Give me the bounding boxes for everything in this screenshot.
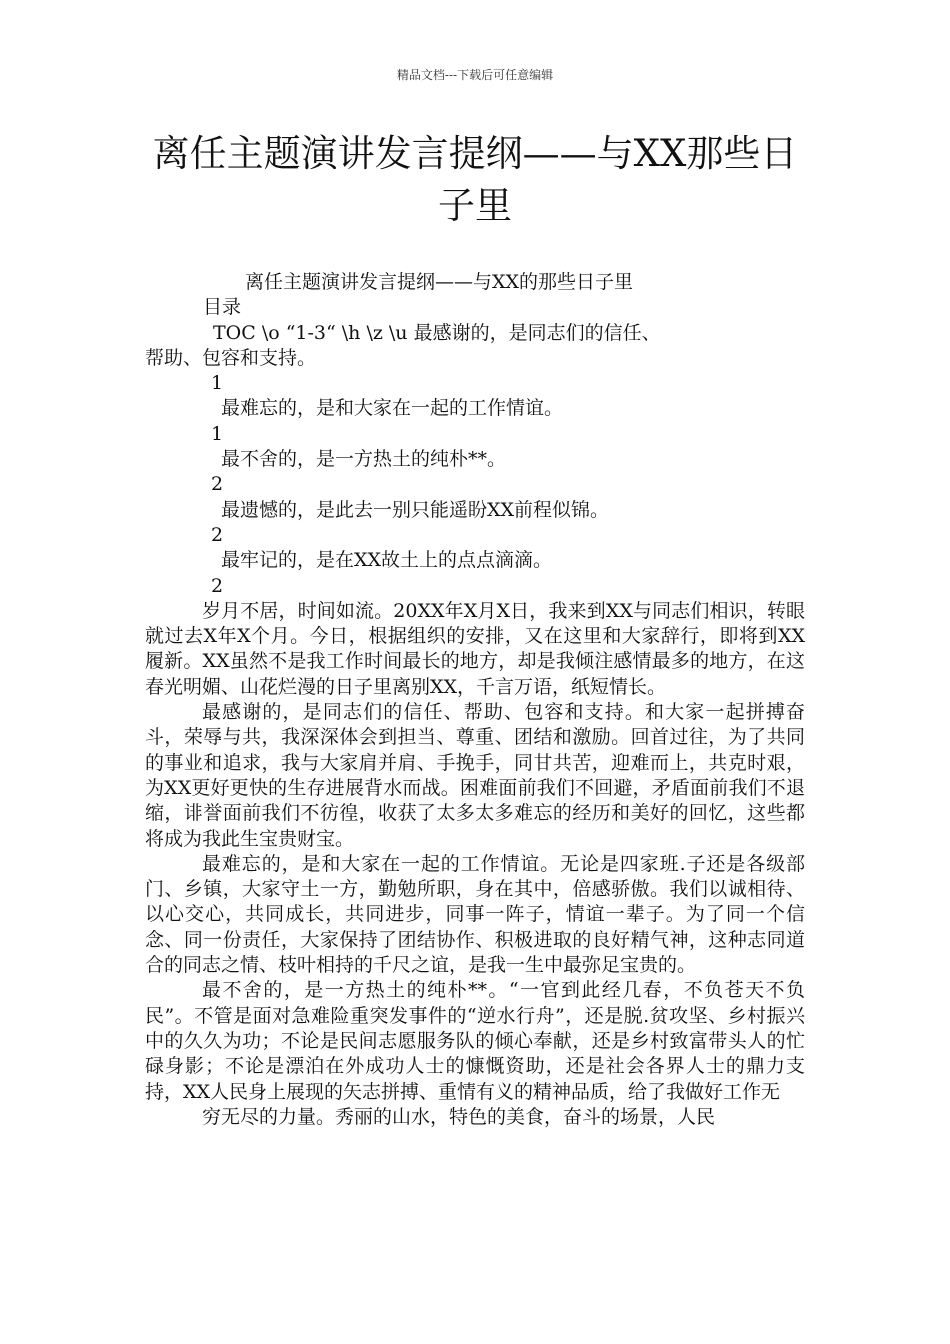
toc-item: 最遗憾的，是此去一别只能遥盼XX前程似锦。 (221, 498, 610, 521)
document-subtitle: 离任主题演讲发言提纲——与XX的那些日子里 (245, 271, 634, 293)
toc-page-number: 1 (211, 422, 224, 445)
toc-page-number: 2 (211, 473, 224, 496)
page-header-note: 精品文档---下载后可任意编辑 (396, 68, 554, 82)
toc-item: 最不舍的，是一方热土的纯朴**。 (221, 448, 507, 471)
document-title: 离任主题演讲发言提纲——与XX那些日子里 (152, 132, 798, 227)
toc-intro-line-1: TOC \o “1-3“ \h \z \u 最感谢的，是同志们的信任、 (213, 321, 661, 344)
toc-page-number: 2 (211, 574, 224, 597)
toc-page-number: 1 (211, 372, 224, 395)
toc-page-number: 2 (211, 523, 224, 546)
body-paragraph: 岁月不居，时间如流。20XX年X月X日，我来到XX与同志们相识，转眼就过去X年X个月。今日，根据组织的安排，又在这里和大家辞行，即将到XX履新。XX虽然不是我工作时间最长的地方，却是我倾注感情最多的地方，在这春光明媚、山花烂漫的日子里离别XX，千言万语，纸短情长。 (145, 599, 805, 698)
toc-item: 最牢记的，是在XX故土上的点点滴滴。 (221, 549, 553, 572)
body-paragraph: 穷无尽的力量。秀丽的山水，特色的美食，奋斗的场景，人民 (202, 1105, 716, 1128)
toc-label: 目录 (203, 296, 242, 319)
body-paragraph: 最不舍的，是一方热土的纯朴**。“一官到此经几春，不负苍天不负民”。不管是面对急难险重突发事件的“逆水行舟”，还是脱.贫攻坚、乡村振兴中的久久为功；不论是民间志愿服务队的倾心奉献，还是乡村致富带头人的忙碌身影；不论是漂泊在外成功人士的慷慨资助，还是社会各界人士的鼎力支持，XX人民身上展现的矢志拼搏、重情有义的精神品质，给了我做好工作无 (145, 979, 805, 1103)
body-paragraph: 最难忘的，是和大家在一起的工作情谊。无论是四家班.子还是各级部门、乡镇，大家守土一方，勤勉所职，身在其中，倍感骄傲。我们以诚相待、以心交心，共同成长，共同进步，同事一阵子，情谊一辈子。为了同一个信念、同一份责任，大家保持了团结协作、积极进取的良好精气神，这种志同道合的同志之情、枝叶相持的千尺之谊，是我一生中最弥足宝贵的。 (145, 852, 805, 977)
document-body (145, 270, 805, 1130)
toc-intro-line-2: 帮助、包容和支持。 (145, 346, 317, 369)
body-paragraph: 最感谢的，是同志们的信任、帮助、包容和支持。和大家一起拼搏奋斗，荣辱与共，我深深体会到担当、尊重、团结和激励。回首过往，为了共同的事业和追求，我与大家肩并肩、手挽手，同甘共苦，迎难而上，共克时艰，为XX更好更快的生存进展背水而战。困难面前我们不回避，矛盾面前我们不退缩，诽誉面前我们不彷徨，收获了太多太多难忘的经历和美好的回忆，这些都将成为我此生宝贵财宝。 (145, 701, 805, 850)
toc-item: 最难忘的，是和大家在一起的工作情谊。 (221, 397, 564, 420)
